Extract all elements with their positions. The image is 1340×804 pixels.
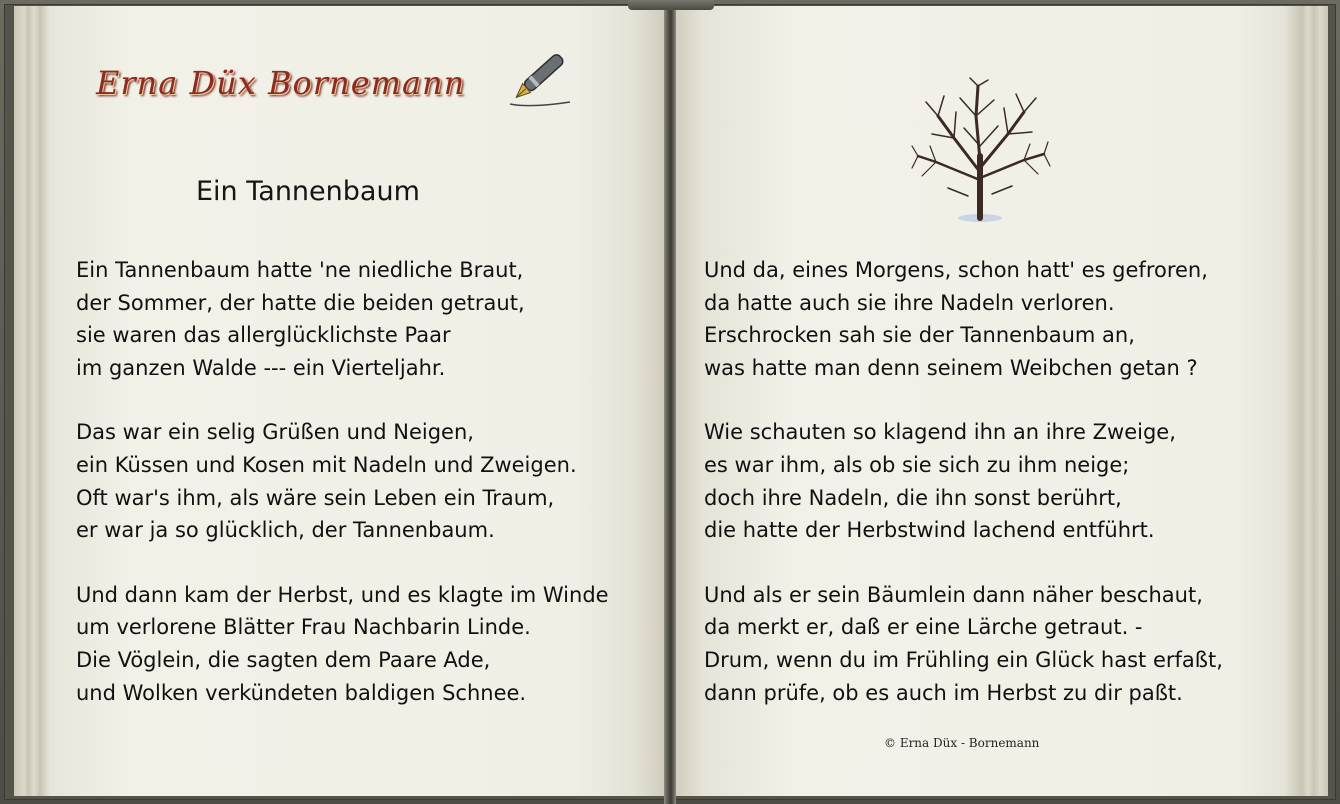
stanza xyxy=(704,416,1223,546)
poem-title: Ein Tannenbaum xyxy=(196,176,420,207)
stanza xyxy=(76,416,609,546)
poem-line: es war ihm, als ob sie sich zu ihm neige; xyxy=(704,452,1130,477)
stanza xyxy=(704,254,1223,384)
poem-line: Und dann kam der Herbst, und es klagte im Winde xyxy=(76,582,609,607)
poem-line: Erschrocken sah sie der Tannenbaum an, xyxy=(704,323,1135,348)
author-logo: Erna Düx Bornemann xyxy=(96,64,466,102)
poem-line: Drum, wenn du im Frühling ein Glück hast erfaßt, xyxy=(704,647,1223,672)
poem-line: doch ihre Nadeln, die ihn sonst berührt, xyxy=(704,485,1122,510)
book-spine xyxy=(664,0,676,804)
poem-line: Und als er sein Bäumlein dann näher beschaut, xyxy=(704,582,1203,607)
poem-line: was hatte man denn seinem Weibchen getan ? xyxy=(704,355,1198,380)
poem-line: im ganzen Walde --- ein Vierteljahr. xyxy=(76,355,446,380)
right-column xyxy=(704,254,1223,741)
poem-line: Ein Tannenbaum hatte 'ne niedliche Braut, xyxy=(76,258,524,282)
poem-line: ein Küssen und Kosen mit Nadeln und Zweigen. xyxy=(76,452,577,477)
left-column xyxy=(76,254,609,741)
poem-line: Wie schauten so klagend ihn an ihre Zweige, xyxy=(704,420,1176,445)
stanza xyxy=(76,254,609,384)
poem-line: da hatte auch sie ihre Nadeln verloren. xyxy=(704,290,1115,315)
book-clasp xyxy=(628,0,714,10)
copyright-notice: © Erna Düx - Bornemann xyxy=(884,736,1040,750)
poem-line: die hatte der Herbstwind lachend entführt. xyxy=(704,518,1155,543)
poem-line: und Wolken verkündeten baldigen Schnee. xyxy=(76,680,527,705)
bare-tree-icon xyxy=(908,76,1052,224)
poem-line: da merkt er, daß er eine Lärche getraut. - xyxy=(704,615,1143,640)
poem-line: Das war ein selig Grüßen und Neigen, xyxy=(76,420,474,445)
poem-line: Oft war's ihm, als wäre sein Leben ein Traum, xyxy=(76,485,555,510)
poem-line: sie waren das allerglücklichste Paar xyxy=(76,323,451,348)
fountain-pen-icon xyxy=(500,46,574,110)
stanza xyxy=(76,579,609,709)
stanza xyxy=(704,579,1223,709)
poem-line: um verlorene Blätter Frau Nachbarin Linde. xyxy=(76,615,531,640)
poem-line: Die Vöglein, die sagten dem Paare Ade, xyxy=(76,647,491,672)
poem-line: er war ja so glücklich, der Tannenbaum. xyxy=(76,518,495,543)
poem-line: Und da, eines Morgens, schon hatt' es gefroren, xyxy=(704,258,1208,282)
poem-line: dann prüfe, ob es auch im Herbst zu dir paßt. xyxy=(704,680,1183,705)
poem-line: der Sommer, der hatte die beiden getraut, xyxy=(76,290,525,315)
